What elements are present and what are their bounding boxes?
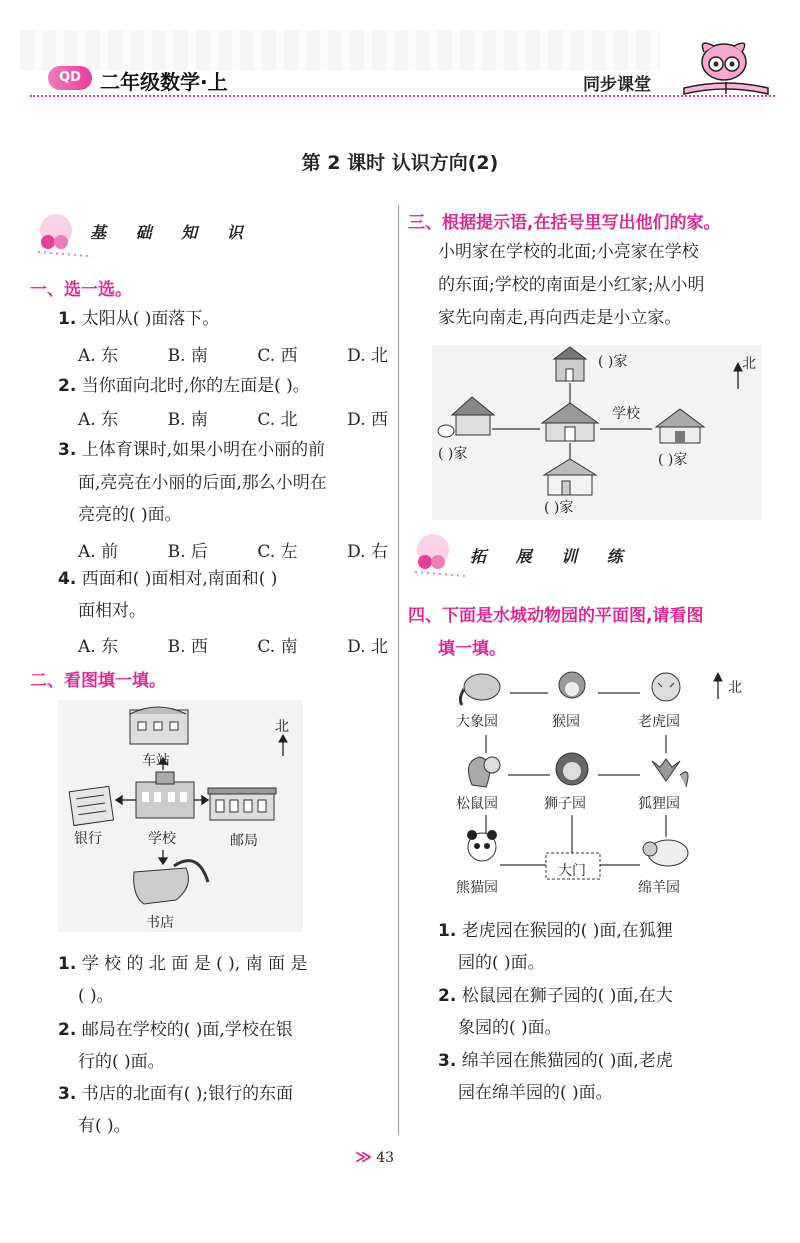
lesson-title: 第 2 课时 认识方向(2): [301, 152, 499, 174]
flower-icon: [28, 210, 88, 260]
squirrel-icon: [468, 757, 500, 787]
school-label: 学校: [148, 831, 176, 847]
north-home-blank: ( )家: [598, 354, 628, 370]
south-house-icon: [544, 459, 596, 495]
question-4-2: 2. 松鼠园在狮子园的( )面,在大: [438, 986, 673, 1006]
section-banner-basic: 基 础 知 识: [90, 223, 255, 242]
school-building-icon: [136, 772, 194, 818]
south-home-blank: ( )家: [544, 500, 574, 516]
question-1-4-line-2: 面相对。: [78, 601, 146, 621]
north-house-icon: [554, 347, 586, 381]
question-4-1: 1. 老虎园在猴园的( )面,在狐狸: [438, 921, 673, 941]
sheep-icon: [643, 840, 688, 866]
north-label: 北: [728, 680, 742, 696]
west-house-icon: [438, 397, 494, 437]
page-number: 43: [376, 1150, 395, 1166]
tiger-enclosure-label: 老虎园: [638, 714, 680, 730]
school-map: [58, 700, 303, 932]
question-2-3-line-2: 有( )。: [78, 1116, 131, 1136]
north-arrow-icon: [714, 673, 722, 699]
question-2-2-line-2: 行的( )面。: [78, 1052, 165, 1072]
options-1-3: A. 前 B. 后 C. 左 D. 右: [78, 542, 388, 562]
header-divider: [30, 95, 775, 97]
fox-icon: [652, 759, 688, 787]
section-1-heading: 一、选一选。: [30, 280, 132, 300]
question-1-2: 2. 当你面向北时,你的左面是( )。: [58, 376, 310, 396]
question-2-3: 3. 书店的北面有( );银行的东面: [58, 1084, 294, 1104]
section-4-heading: 四、下面是水城动物园的平面图,请看图: [408, 606, 704, 626]
monkey-enclosure-label: 猴园: [552, 714, 580, 730]
homes-map: [432, 345, 762, 520]
question-2-2: 2. 邮局在学校的( )面,学校在银: [58, 1020, 293, 1040]
north-arrow-icon: [279, 735, 287, 756]
flower-icon: [405, 530, 465, 580]
school-house-icon: [542, 403, 598, 441]
gate-label: 大门: [558, 863, 586, 879]
station-label: 车站: [142, 753, 170, 769]
sheep-enclosure-label: 绵羊园: [638, 880, 680, 896]
section-3-line-2: 的东面;学校的南面是小红家;从小明: [438, 275, 705, 295]
west-home-blank: ( )家: [438, 446, 468, 462]
section-3-line-1: 小明家在学校的北面;小亮家在学校: [438, 242, 699, 262]
header-texture: [20, 30, 660, 70]
column-divider: [398, 205, 399, 1135]
bank-building-icon: [69, 786, 113, 825]
question-4-1-line-2: 园的( )面。: [458, 953, 545, 973]
school-label: 学校: [612, 406, 640, 422]
header-title: 二年级数学·上: [100, 70, 228, 94]
section-4-heading-line-2: 填一填。: [438, 639, 506, 659]
options-1-1: A. 东 B. 南 C. 西 D. 北: [78, 346, 388, 366]
east-house-icon: [656, 409, 704, 443]
bank-label: 银行: [74, 831, 102, 847]
question-1-3-line-3: 亮亮的( )面。: [78, 505, 182, 525]
bookstore-building-icon: [134, 861, 208, 904]
lion-icon: [556, 753, 588, 785]
question-2-1-line-2: ( )。: [78, 986, 114, 1006]
elephant-icon: [460, 674, 500, 705]
squirrel-enclosure-label: 松鼠园: [456, 796, 498, 812]
mascot-book-icon: [676, 38, 776, 98]
homes-map-drawing: [432, 345, 762, 520]
tiger-icon: [652, 673, 680, 701]
north-label: 北: [275, 719, 289, 735]
options-1-2: A. 东 B. 南 C. 北 D. 西: [78, 410, 388, 430]
question-4-3: 3. 绵羊园在熊猫园的( )面,老虎: [438, 1051, 673, 1071]
elephant-enclosure-label: 大象园: [456, 714, 498, 730]
page-footer: [355, 1147, 394, 1166]
zoo-map: [440, 665, 750, 905]
school-map-drawing: [58, 700, 303, 932]
post-office-label: 邮局: [230, 833, 258, 849]
section-3-heading: 三、根据提示语,在括号里写出他们的家。: [408, 213, 721, 233]
question-1-1: 1. 太阳从( )面落下。: [58, 309, 220, 329]
question-1-3-line-2: 面,亮亮在小丽的后面,那么小明在: [78, 473, 327, 493]
question-1-3: 3. 上体育课时,如果小明在小丽的前: [58, 440, 326, 460]
zoo-map-drawing: [440, 665, 750, 905]
east-home-blank: ( )家: [658, 452, 688, 468]
north-arrow-icon: [734, 363, 742, 389]
north-label: 北: [742, 356, 756, 372]
section-3-line-3: 家先向南走,再向西走是小立家。: [438, 308, 682, 328]
question-4-3-line-2: 园在绵羊园的( )面。: [458, 1083, 613, 1103]
header-right-label: 同步课堂: [583, 75, 651, 95]
monkey-icon: [559, 672, 585, 698]
question-1-4: 4. 西面和( )面相对,南面和( ): [58, 569, 278, 589]
panda-icon: [467, 830, 497, 861]
panda-enclosure-label: 熊猫园: [456, 880, 498, 896]
question-4-2-line-2: 象园的( )面。: [458, 1018, 562, 1038]
chevron-double-icon: ≫: [355, 1147, 372, 1166]
post-office-building-icon: [208, 788, 276, 820]
bookstore-label: 书店: [146, 915, 174, 931]
question-2-1: 1. 学 校 的 北 面 是 ( ), 南 面 是: [58, 954, 308, 974]
section-banner-extension: 拓 展 训 练: [470, 547, 635, 566]
section-2-heading: 二、看图填一填。: [30, 671, 166, 691]
station-building-icon: [130, 707, 188, 744]
options-1-4: A. 东 B. 西 C. 南 D. 北: [78, 637, 388, 657]
lion-enclosure-label: 狮子园: [544, 796, 586, 812]
fox-enclosure-label: 狐狸园: [638, 796, 680, 812]
header-badge: QD: [48, 66, 92, 90]
